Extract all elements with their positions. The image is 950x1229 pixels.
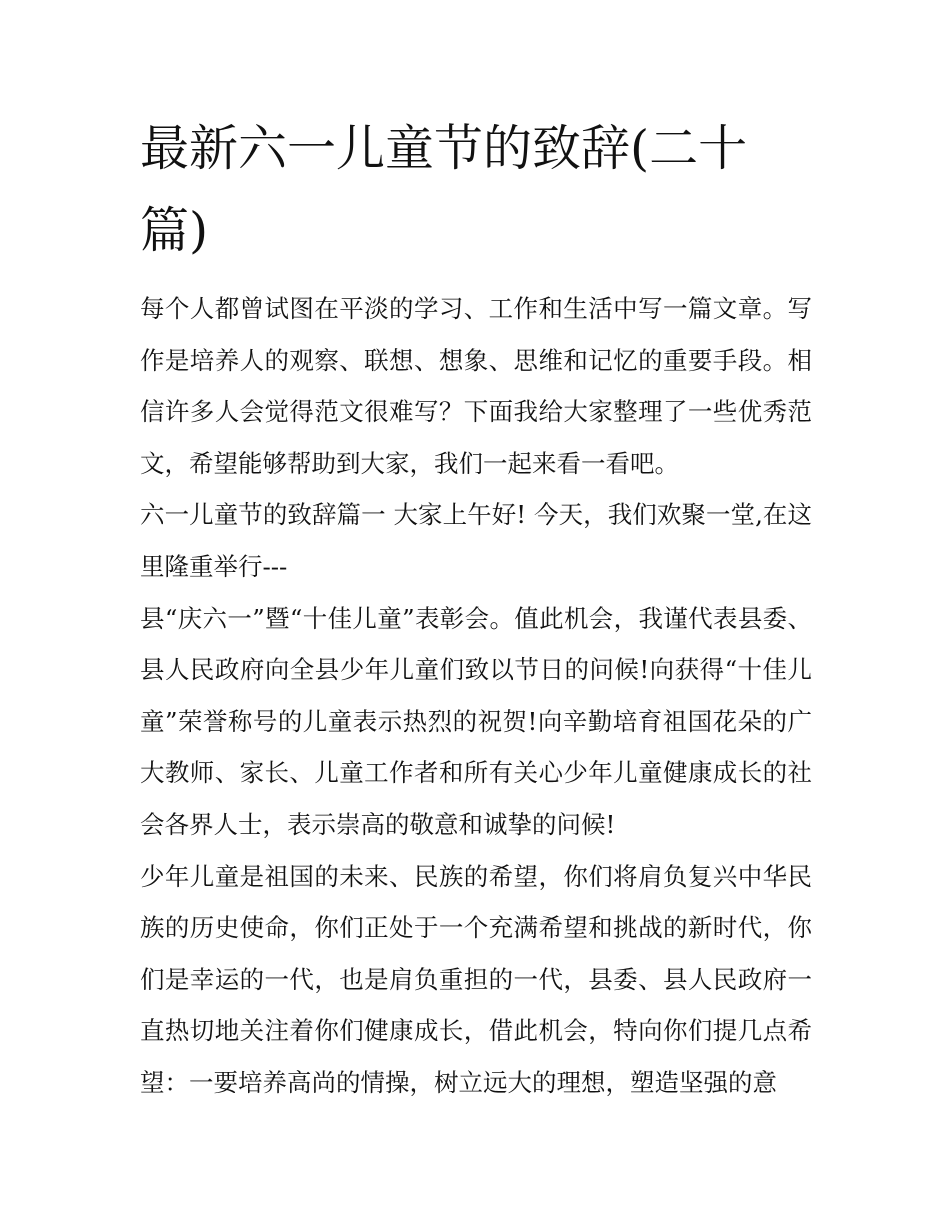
hopes-paragraph: 少年儿童是祖国的未来、民族的希望，你们将肩负复兴中华民族的历史使命，你们正处于一个充满希望和挑战的新时代，你们是幸运的一代，也是肩负重担的一代，县委、县人民政府一直热切地关注着你们健康成长，借此机会，特向你们提几点希望：一要培养高尚的情操，树立远大的理想，塑造坚强的意 [140,861,812,1097]
speech-opening-paragraph: 六一儿童节的致辞篇一 大家上午好! 今天，我们欢聚一堂,在这里隆重举行--- [140,500,812,581]
intro-paragraph: 每个人都曾试图在平淡的学习、工作和生活中写一篇文章。写作是培养人的观察、联想、想象、思维和记忆的重要手段。相信许多人会觉得范文很难写？下面我给大家整理了一些优秀范文，希望能够帮助到大家，我们一起来看一看吧。 [140,294,812,478]
greeting-paragraph: 县“庆六一”暨“十佳儿童”表彰会。值此机会，我谨代表县委、县人民政府向全县少年儿童们致以节日的问候!向获得“十佳儿童”荣誉称号的儿童表示热烈的祝贺!向辛勤培育祖国花朵的广大教师、家长、儿童工作者和所有关心少年儿童健康成长的社会各界人士，表示崇高的敬意和诚挚的问候! [140,603,812,839]
document-title: 最新六一儿童节的致辞(二十篇) [140,120,748,259]
document-page [140,108,812,1109]
